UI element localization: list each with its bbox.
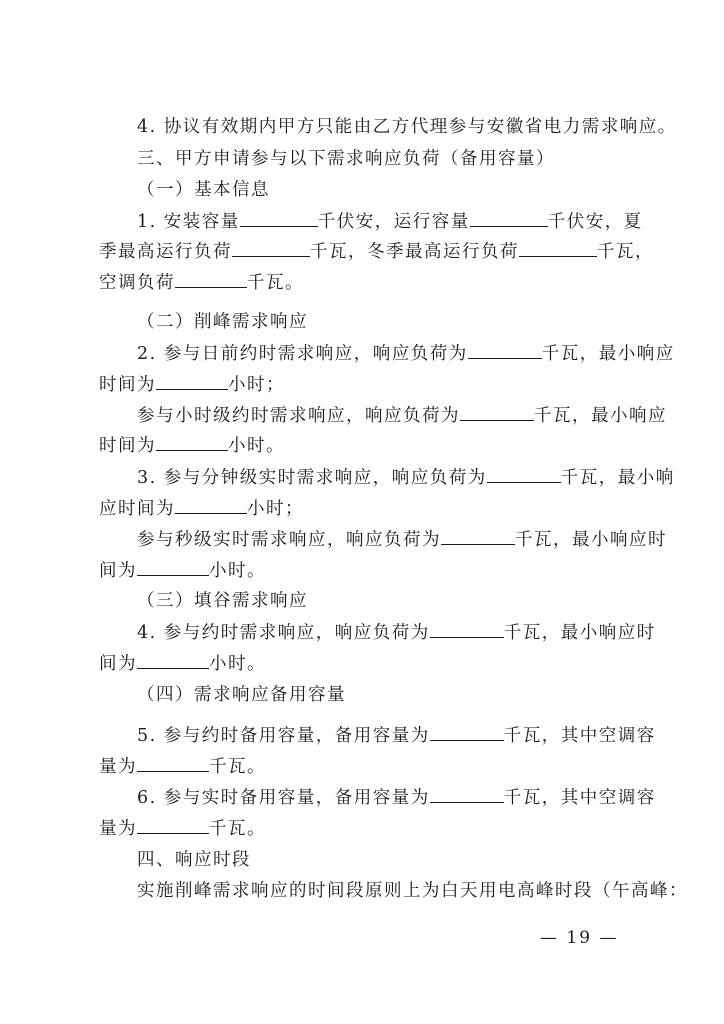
section-4-heading: 四、响应时段 [137,850,251,870]
clause-2-hourly-line1: 参与小时级约时需求响应，响应负荷为 千瓦，最小响应 [137,406,667,426]
page-number: — 19 — [540,928,619,948]
hourly-hours-blank[interactable] [156,434,228,451]
subsection-reserve-capacity: （四）需求响应备用容量 [137,685,346,705]
clause-4-exclusive-agent: 4. 协议有效期内甲方只能由乙方代理参与安徽省电力需求响应。 [137,117,677,137]
clause-5-line1: 5. 参与约时备用容量，备用容量为 千瓦，其中空调容 [137,726,656,746]
clause-6-line1: 6. 参与实时备用容量，备用容量为 千瓦，其中空调容 [137,788,656,808]
installed-capacity-blank[interactable] [240,210,318,227]
clause-2-line1: 2. 参与日前约时需求响应，响应负荷为 千瓦，最小响应 [137,344,675,364]
clause-1-line3: 空调负荷 千瓦。 [99,273,304,293]
section-3-heading: 三、甲方申请参与以下需求响应负荷（备用容量） [137,149,555,169]
subsection-basic-info: （一）基本信息 [137,180,270,200]
clause-5-line2: 量为 千瓦。 [99,757,266,777]
day-ahead-load-blank[interactable] [468,342,542,359]
valley-hours-blank[interactable] [137,652,209,669]
clause-6-line2: 量为 千瓦。 [99,819,266,839]
minute-hours-blank[interactable] [175,497,247,514]
operating-capacity-blank[interactable] [470,210,548,227]
winter-peak-load-blank[interactable] [519,240,597,257]
clause-3-line2: 应时间为 小时； [99,499,304,519]
ac-load-blank[interactable] [175,271,247,288]
clause-3-second-line2: 间为 小时。 [99,561,266,581]
clause-4-line2: 间为 小时。 [99,654,266,674]
hourly-load-blank[interactable] [460,404,534,421]
clause-4-line1: 4. 参与约时需求响应，响应负荷为 千瓦，最小响应时 [137,623,656,643]
second-load-blank[interactable] [441,528,515,545]
clause-3-second-line1: 参与秒级实时需求响应，响应负荷为 千瓦，最小响应时 [137,530,667,550]
minute-load-blank[interactable] [487,466,561,483]
clause-2-line2: 时间为 小时； [99,375,285,395]
scheduled-reserve-blank[interactable] [430,724,504,741]
realtime-ac-capacity-blank[interactable] [137,817,209,834]
second-hours-blank[interactable] [137,559,209,576]
clause-1-line1: 1. 安装容量 千伏安，运行容量 千伏安，夏 [137,212,643,232]
clause-1-line2: 季最高运行负荷 千瓦，冬季最高运行负荷 千瓦， [99,242,654,262]
subsection-valley-filling: （三）填谷需求响应 [137,591,308,611]
scheduled-ac-capacity-blank[interactable] [137,755,209,772]
summer-peak-load-blank[interactable] [232,240,310,257]
valley-load-blank[interactable] [430,621,504,638]
response-period-paragraph: 实施削峰需求响应的时间段原则上为白天用电高峰时段（午高峰： [137,881,688,901]
clause-2-hourly-line2: 时间为 小时。 [99,436,285,456]
clause-3-line1: 3. 参与分钟级实时需求响应，响应负荷为 千瓦，最小响 [137,468,675,488]
realtime-reserve-blank[interactable] [430,786,504,803]
day-ahead-hours-blank[interactable] [156,373,228,390]
subsection-peak-shaving: （二）削峰需求响应 [137,312,308,332]
